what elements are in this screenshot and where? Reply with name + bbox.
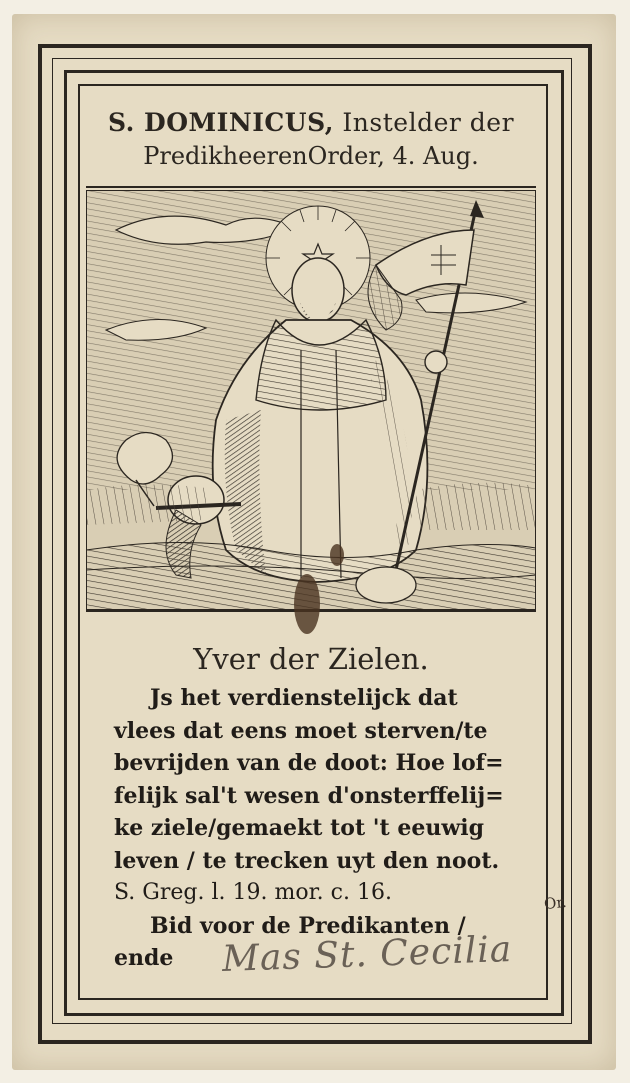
- saint-dominic-illustration: [86, 190, 536, 610]
- verse-line: Js het verdienstelijck dat: [150, 685, 458, 711]
- woodcut-engraving: [86, 190, 536, 610]
- motto-heading: Yver der Zielen.: [193, 642, 429, 676]
- scripture-reference: S. Greg. l. 19. mor. c. 16.: [114, 880, 392, 905]
- verse-line: bevrijden van de doot: Hoe lof=: [114, 750, 504, 776]
- header-title-rest: Instelder der: [333, 108, 515, 137]
- prayer-line-end: ende: [114, 945, 174, 971]
- header-line-1: [86, 108, 536, 137]
- verse-line: vlees dat eens moet sterven/te: [114, 717, 488, 744]
- prayer-line: Bid voor de Predikanten /: [150, 912, 466, 939]
- ink-stain: [330, 544, 344, 566]
- verse-line: ke ziele/gemaekt tot 't eeuwig: [114, 815, 484, 841]
- header-rule: [86, 186, 536, 188]
- margin-note: Or.: [543, 892, 568, 914]
- verse-line: leven / te trecken uyt den noot.: [114, 847, 500, 874]
- ink-stain: [294, 574, 320, 634]
- devotional-card: [12, 14, 616, 1070]
- header-line-2: PredikheerenOrder, 4. Aug.: [143, 142, 479, 170]
- saint-name: S. DOMINICUS,: [107, 108, 334, 137]
- card-header: [86, 94, 536, 186]
- handwritten-signature: Mas St. Cecilia: [221, 928, 513, 981]
- verse-line: felijk sal't wesen d'onsterffelij=: [114, 782, 504, 809]
